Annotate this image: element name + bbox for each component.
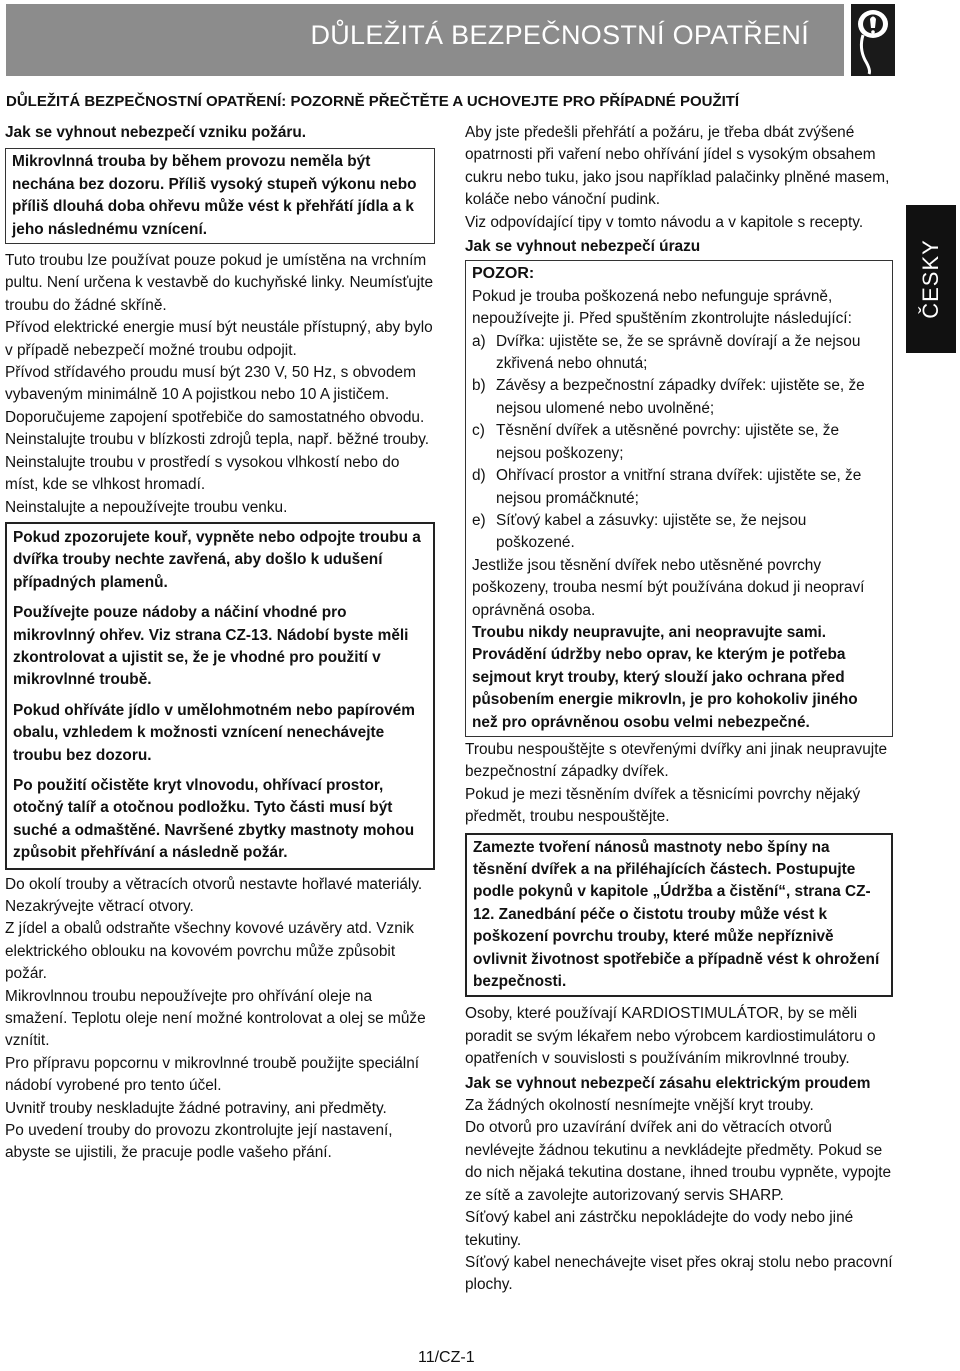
- paragraph: Do okolí trouby a větracích otvorů nestavte hořlavé materiály. Nezakrývejte větrací otvory.: [5, 875, 423, 915]
- caution-box: [465, 260, 893, 737]
- paragraph: Síťový kabel nenechávejte viset přes okraj stolu nebo pracovní plochy.: [465, 1253, 893, 1294]
- fire-warning-text: Mikrovlnná trouba by během provozu neměla být nechána bez dozoru. Příliš vysoký stupeň výkonu nebo příliš dlouhá doba ohřevu může vést k přehřátí jídla a k jeho následnému vznícení.: [12, 153, 417, 238]
- caution-title: POZOR:: [472, 265, 535, 283]
- injury-heading: Jak se vyhnout nebezpečí úrazu: [465, 238, 701, 256]
- paragraph: Mikrovlnnou troubu nepoužívejte pro ohřívání oleje na smažení. Teplotu oleje není možné kontrolovat a olej se může vznítit.: [5, 987, 426, 1050]
- grease-warning-box: [465, 833, 893, 998]
- caution-text: Pokud je trouba poškozená nebo nefunguje správně, nepoužívejte ji. Před spuštěním zkontrolujte následující:: [472, 287, 852, 328]
- paragraph: Síťový kabel ani zástrčku nepokládejte do vody nebo jiné tekutiny.: [465, 1209, 854, 1249]
- language-label: ČESKY: [918, 239, 943, 319]
- warning-paragraph: Po použití očistěte kryt vlnovodu, ohřívací prostor, otočný talíř a otočnou podložku. Tyto části musí být suché a odmaštěné. Navršené zbytky mastnoty mohou způsobit přehřívání a následně požár.: [13, 776, 415, 862]
- list-item: a) Dvířka: ujistěte se, že se správně dovírají a že nejsou zkřivená nebo ohnutá;: [472, 332, 861, 373]
- warning-paragraph: Používejte pouze nádoby a náčiní vhodné pro mikrovlnný ohřev. Viz strana CZ-13. Nádobí byste měli zkontrolovat a ujistit se, že je vhodné pro použití v mikrovlnné troubě.: [13, 604, 409, 689]
- paragraph: Uvnitř trouby neskladujte žádné potraviny, ani předměty.: [5, 1099, 387, 1117]
- fire-warning-box: [5, 148, 435, 244]
- language-tab: [906, 205, 956, 353]
- paragraph: Doporučujeme zapojení spotřebiče do samostatného obvodu.: [5, 408, 425, 426]
- list-item: b) Závěsy a bezpečnostní západky dvířek: ujistěte se, že nejsou ulomené nebo uvolněné;: [472, 377, 865, 417]
- caution-bold-text: Provádění údržby nebo oprav, ke kterým je potřeba sejmout kryt trouby, který slouží jako ochrana před působením energie mikrovln, je pro kohokoliv jiného než pro oprávněnou osobu velmi nebezpečné.: [472, 646, 858, 731]
- paragraph: Neinstalujte troubu v prostředí s vysokou vlhkostí nebo do míst, kde se vlhkost hromadí.: [5, 453, 400, 494]
- paragraph: Po uvedení trouby do provozu zkontrolujte její nastavení, abyste se ujistili, že pracuje podle vašeho přání.: [5, 1122, 393, 1162]
- list-item: c) Těsnění dvířek a utěsněné povrchy: ujistěte se, že nejsou poškozeny;: [472, 422, 840, 462]
- paragraph: Pro přípravu popcornu v mikrovlnné troubě použijte speciální nádobí vyrobené pro tento účel.: [5, 1054, 420, 1095]
- caution-text: Jestliže jsou těsnění dvířek nebo utěsněné povrchy poškozeny, trouba nesmí být používána dokud ji neopraví oprávněná osoba.: [472, 556, 865, 619]
- page-header-bar: [6, 4, 844, 76]
- paragraph: Za žádných okolností nesnímejte vnější kryt trouby.: [465, 1097, 814, 1115]
- paragraph: Přívod střídavého proudu musí být 230 V, 50 Hz, s obvodem vybaveným minimálně 10 A pojistkou nebo 10 A jističem.: [5, 364, 416, 404]
- warning-paragraph: Pokud zpozorujete kouř, vypněte nebo odpojte troubu a dvířka trouby nechte zavřená, aby došlo k udušení případných plamenů.: [13, 528, 421, 591]
- smoke-warning-box: [5, 522, 435, 870]
- paragraph: Troubu nespouštějte s otevřenými dvířky ani jinak neupravujte bezpečnostní západky dvířek.: [465, 740, 888, 781]
- paragraph: Osoby, které používají KARDIOSTIMULÁTOR, by se měli poradit se svým lékařem nebo výrobcem kardiostimulátoru o opatřeních v souvislosti s používáním mikrovlnné trouby.: [465, 1005, 876, 1068]
- right-column: [465, 122, 893, 1297]
- shock-heading: Jak se vyhnout nebezpečí zásahu elektrickým proudem: [465, 1074, 871, 1092]
- warning-paragraph: Pokud ohříváte jídlo v umělohmotném nebo papírovém obalu, vzhledem k možnosti vznícení nenechávejte troubu bez dozoru.: [13, 701, 415, 764]
- page-number: 11/CZ-1: [418, 1349, 475, 1366]
- fire-heading: Jak se vyhnout nebezpečí vzniku požáru.: [5, 124, 307, 141]
- paragraph: Přívod elektrické energie musí být neustále přístupný, aby bylo v případě nebezpečí možné troubu odpojit.: [5, 319, 433, 359]
- paragraph: Viz odpovídající tipy v tomto návodu a v kapitole s recepty.: [465, 213, 864, 231]
- paragraph: Aby jste předešli přehřátí a požáru, je třeba dbát zvýšené opatrnosti při vaření nebo ohřívání jídel s vysokým obsahem cukru nebo tuku, jako jsou například palačinky plněné masem, koláče nebo vánoční pudink.: [465, 124, 890, 209]
- paragraph: Z jídel a obalů odstraňte všechny kovové uzávěry atd. Vznik elektrického oblouku na kovovém povrchu může způsobit požár.: [5, 920, 414, 983]
- page-title: DŮLEŽITÁ BEZPEČNOSTNÍ OPATŘENÍ: [310, 20, 809, 50]
- paragraph: Neinstalujte a nepoužívejte troubu venku.: [5, 498, 288, 516]
- section-subheader: DŮLEŽITÁ BEZPEČNOSTNÍ OPATŘENÍ: POZORNĚ PŘEČTĚTE A UCHOVEJTE PRO PŘÍPADNÉ POUŽITÍ: [6, 93, 740, 110]
- list-item: d) Ohřívací prostor a vnitřní strana dvířek: ujistěte se, že nejsou promáčknuté;: [472, 467, 862, 507]
- caution-bold-text: Troubu nikdy neupravujte, ani neopravujte sami.: [472, 623, 827, 641]
- paragraph: Tuto troubu lze používat pouze pokud je umístěna na vrchním pultu. Není určena k vestavbě do kuchyňské linky. Neumísťujte troubu do žádné skříně.: [5, 252, 434, 314]
- warning-paragraph: Zamezte tvoření nánosů mastnoty nebo špíny na těsnění dvířek a na přiléhajících částech. Postupujte podle pokynů v kapitole „Údržba a čistění“, strana CZ-12. Zanedbání péče o čistotu trouby může vést k poškození povrchu trouby, které může nepříznivě ovlivnit životnost spotřebiče a případně vést k ohrožení bezpečnosti.: [473, 838, 880, 991]
- warning-info-icon: [851, 4, 895, 76]
- list-item: e) Síťový kabel a zásuvky: ujistěte se, že nejsou poškozené.: [472, 511, 807, 552]
- left-column: [5, 122, 435, 1165]
- paragraph: Do otvorů pro uzavírání dvířek ani do větracích otvorů nevlévejte žádnou tekutinu a nevkládejte předměty. Pokud se do nich nějaká tekutina dostane, ihned troubu vypněte, vypojte ze sítě a zavolejte autorizovaný servis SHARP.: [465, 1119, 892, 1204]
- paragraph: Pokud je mezi těsněním dvířek a těsnicími povrchy nějaký předmět, troubu nespouštějte.: [465, 785, 861, 826]
- paragraph: Neinstalujte troubu v blízkosti zdrojů tepla, např. běžné trouby.: [5, 431, 430, 449]
